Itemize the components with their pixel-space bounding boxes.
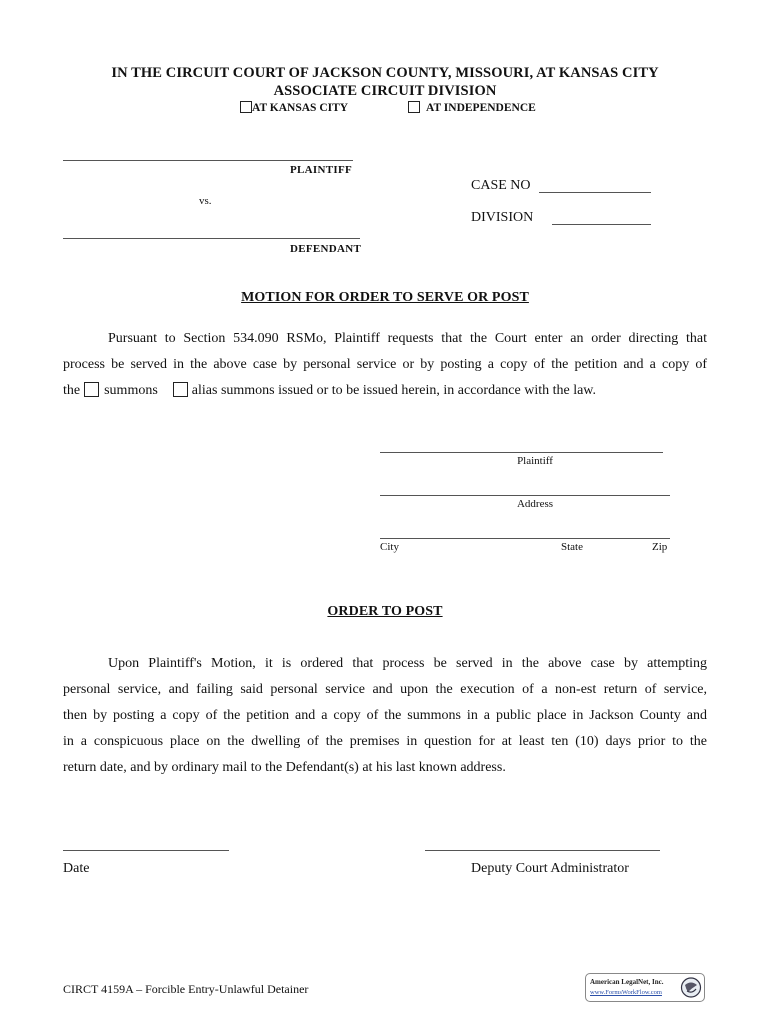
location-option-kansas-city: [240, 101, 348, 114]
order-line-3: then by posting a copy of the petition and a copy of the summons in a public place in Jackson County and: [63, 708, 707, 723]
summons-label: summons: [104, 383, 158, 398]
plaintiff-signature-label: Plaintiff: [517, 455, 553, 467]
kansas-city-checkbox[interactable]: [240, 101, 252, 113]
publisher-logo: [585, 973, 705, 1002]
date-label: Date: [63, 861, 90, 876]
independence-label: AT INDEPENDENCE: [426, 102, 536, 114]
motion-title: MOTION FOR ORDER TO SERVE OR POST: [241, 290, 529, 305]
administrator-signature-line[interactable]: [425, 850, 660, 851]
case-no-field[interactable]: [539, 192, 651, 193]
summons-checkbox[interactable]: [84, 382, 99, 397]
zip-label: Zip: [652, 541, 668, 553]
defendant-caption-label: DEFENDANT: [290, 243, 362, 255]
order-line-1: Upon Plaintiff's Motion, it is ordered that process be served in the above case by attempting: [108, 656, 707, 671]
motion-line-3: [63, 378, 707, 404]
globe-icon: [680, 976, 702, 999]
motion-the-text: the: [63, 383, 81, 398]
division-field[interactable]: [552, 224, 651, 225]
state-label: State: [561, 541, 583, 553]
order-title: ORDER TO POST: [327, 604, 443, 619]
alias-summons-checkbox[interactable]: [173, 382, 188, 397]
address-line[interactable]: [380, 495, 670, 496]
date-line[interactable]: [63, 850, 229, 851]
plaintiff-signature-line[interactable]: [380, 452, 663, 453]
versus-text: vs.: [199, 195, 212, 207]
city-label: City: [380, 541, 399, 553]
division-heading: ASSOCIATE CIRCUIT DIVISION: [273, 83, 497, 99]
order-line-4: in a conspicuous place on the dwelling of the premises in question for at least ten (10) days prior to the: [63, 734, 707, 749]
city-state-zip-line[interactable]: [380, 538, 670, 539]
form-identifier: CIRCT 4159A – Forcible Entry-Unlawful Detainer: [63, 982, 309, 996]
order-line-2: personal service, and failing said personal service and upon the execution of a non-est return of service,: [63, 682, 707, 697]
division-label: DIVISION: [471, 210, 534, 225]
publisher-name: American LegalNet, Inc.: [590, 978, 664, 986]
motion-line-2: process be served in the above case by personal service or by posting a copy of the petition and a copy of: [63, 357, 707, 372]
case-no-label: CASE NO: [471, 178, 531, 193]
administrator-label: Deputy Court Administrator: [471, 861, 629, 876]
kansas-city-label: AT KANSAS CITY: [252, 102, 349, 114]
location-option-independence: [408, 101, 536, 114]
defendant-name-line[interactable]: [63, 238, 360, 239]
order-line-5: return date, and by ordinary mail to the Defendant(s) at his last known address.: [63, 760, 506, 775]
motion-line-1: Pursuant to Section 534.090 RSMo, Plaintiff requests that the Court enter an order directing that: [108, 331, 707, 346]
independence-checkbox[interactable]: [408, 101, 420, 113]
alias-summons-text: alias summons issued or to be issued herein, in accordance with the law.: [191, 383, 597, 398]
plaintiff-caption-label: PLAINTIFF: [290, 164, 352, 176]
plaintiff-name-line[interactable]: [63, 160, 353, 161]
address-label: Address: [516, 498, 554, 510]
publisher-link[interactable]: www.FormsWorkFlow.com: [590, 989, 662, 996]
court-heading: IN THE CIRCUIT COURT OF JACKSON COUNTY, MISSOURI, AT KANSAS CITY: [111, 65, 659, 81]
